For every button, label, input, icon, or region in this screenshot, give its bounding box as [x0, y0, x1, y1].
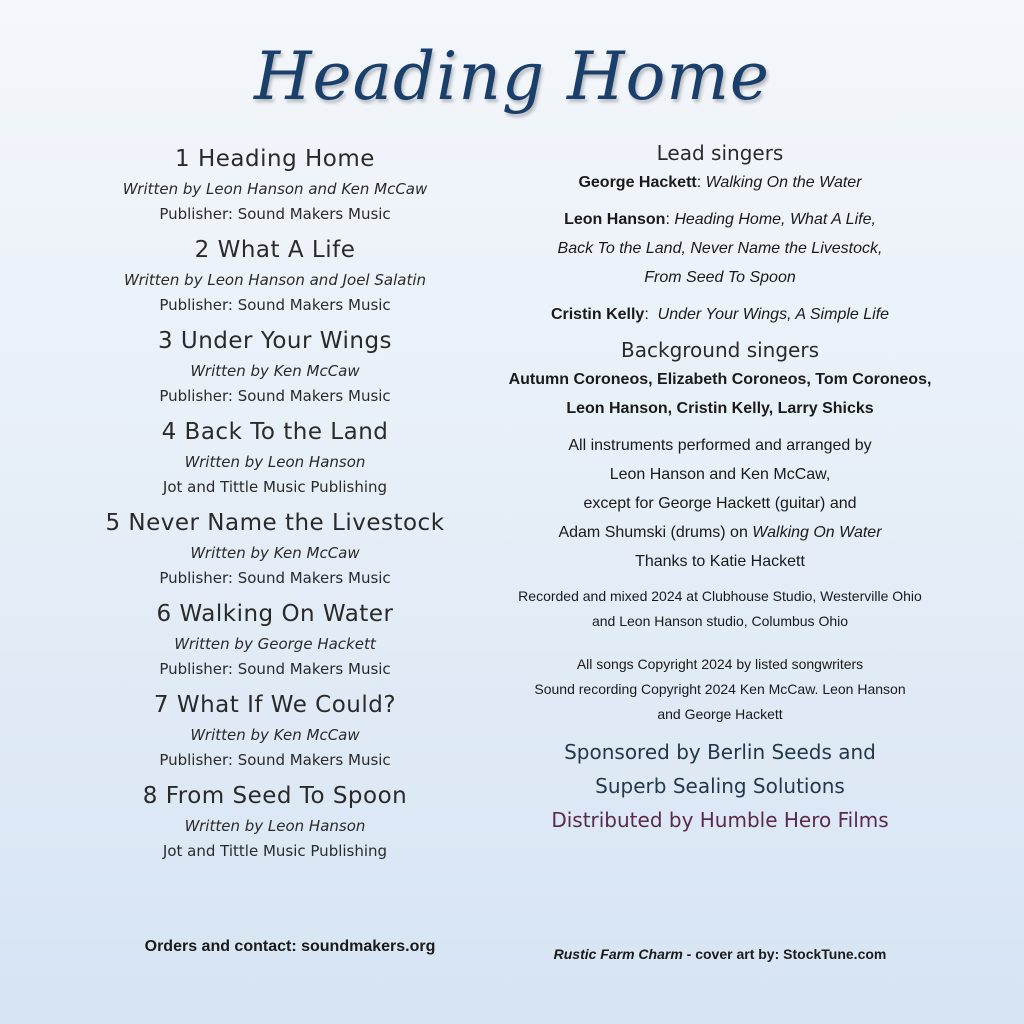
- lead-george: George Hackett: Walking On the Water: [578, 174, 862, 191]
- track-publisher: Publisher: Sound Makers Music: [159, 660, 391, 678]
- track-item: [60, 688, 490, 773]
- instruments-line: [480, 518, 960, 547]
- distributor-line: Distributed by Humble Hero Films: [551, 808, 889, 832]
- track-writer: Written by Ken McCaw: [190, 726, 360, 744]
- track-writer: Written by George Hackett: [174, 635, 376, 653]
- track-writer: Written by Leon Hanson: [184, 817, 366, 835]
- singer-songs: Walking On the Water: [705, 174, 862, 191]
- background-singers-line: Leon Hanson, Cristin Kelly, Larry Shicks: [566, 400, 874, 417]
- singer-name: Leon Hanson: [564, 211, 666, 228]
- singer-name: George Hackett: [578, 174, 697, 191]
- track-item: [60, 142, 490, 227]
- track-writer: Written by Leon Hanson and Joel Salatin: [124, 271, 426, 289]
- track-writer: Written by Leon Hanson and Ken McCaw: [122, 180, 428, 198]
- track-publisher: Publisher: Sound Makers Music: [159, 205, 391, 223]
- track-title: 8 From Seed To Spoon: [142, 783, 408, 809]
- track-publisher: Publisher: Sound Makers Music: [159, 296, 391, 314]
- copyright-line: Sound recording Copyright 2024 Ken McCaw. Leon Hanson: [534, 681, 906, 697]
- background-singers-line: Autumn Coroneos, Elizabeth Coroneos, Tom Coroneos,: [508, 371, 932, 388]
- track-item: [60, 779, 490, 864]
- copyright-line: All songs Copyright 2024 by listed songwriters: [576, 656, 864, 672]
- track-title: 3 Under Your Wings: [157, 328, 393, 354]
- cover-art-credit: [480, 946, 960, 962]
- track-writer: Written by Ken McCaw: [190, 362, 360, 380]
- instruments-line: except for George Hackett (guitar) and: [583, 495, 857, 512]
- instruments-line: Leon Hanson and Ken McCaw,: [609, 466, 831, 483]
- track-title: 4 Back To the Land: [161, 419, 389, 445]
- sponsor-line: Sponsored by Berlin Seeds and: [564, 740, 876, 764]
- background-singers-heading: Background singers: [621, 338, 819, 362]
- track-publisher: Jot and Tittle Music Publishing: [162, 478, 388, 496]
- recorded-line: Recorded and mixed 2024 at Clubhouse Studio, Westerville Ohio: [518, 588, 922, 604]
- track-writer: Written by Leon Hanson: [184, 453, 366, 471]
- singer-name: Cristin Kelly: [550, 306, 645, 323]
- cover-art-title: Rustic Farm Charm: [553, 946, 683, 962]
- orders-contact: Orders and contact: soundmakers.org: [144, 938, 436, 955]
- lead-cristin: Cristin Kelly: Under Your Wings, A Simple Life: [550, 306, 890, 323]
- track-item: [60, 233, 490, 318]
- track-publisher: Publisher: Sound Makers Music: [159, 387, 391, 405]
- track-item: [60, 597, 490, 682]
- track-title: 5 Never Name the Livestock: [105, 510, 445, 536]
- singer-songs: Under Your Wings, A Simple Life: [657, 306, 890, 323]
- instruments-text: Adam Shumski (drums) on: [558, 524, 748, 541]
- track-item: [60, 415, 490, 500]
- copyright-line: and George Hackett: [657, 706, 783, 722]
- track-item: [60, 324, 490, 409]
- track-title: 6 Walking On Water: [156, 601, 394, 627]
- thanks-line: Thanks to Katie Hackett: [635, 553, 805, 570]
- singer-songs: Back To the Land, Never Name the Livestock,: [557, 240, 883, 257]
- track-title: 1 Heading Home: [175, 146, 375, 172]
- instruments-song: Walking On Water: [752, 524, 882, 541]
- recorded-line: and Leon Hanson studio, Columbus Ohio: [591, 613, 849, 629]
- sponsor-line: Superb Sealing Solutions: [595, 774, 845, 798]
- track-publisher: Publisher: Sound Makers Music: [159, 751, 391, 769]
- album-title: Heading Home: [254, 38, 770, 115]
- singer-songs: From Seed To Spoon: [644, 269, 796, 286]
- track-list: [60, 142, 490, 870]
- credits-column: [480, 138, 960, 837]
- lead-singers-heading: Lead singers: [656, 141, 784, 165]
- cover-art-credit-text: - cover art by: StockTune.com: [682, 946, 887, 962]
- track-publisher: Publisher: Sound Makers Music: [159, 569, 391, 587]
- instruments-line: All instruments performed and arranged by: [568, 437, 872, 454]
- lead-leon: Leon Hanson: Heading Home, What A Life,: [564, 211, 876, 228]
- track-title: 2 What A Life: [194, 237, 356, 263]
- track-publisher: Jot and Tittle Music Publishing: [162, 842, 388, 860]
- track-title: 7 What If We Could?: [153, 692, 397, 718]
- singer-songs: Heading Home, What A Life,: [674, 211, 876, 228]
- track-item: [60, 506, 490, 591]
- track-writer: Written by Ken McCaw: [190, 544, 360, 562]
